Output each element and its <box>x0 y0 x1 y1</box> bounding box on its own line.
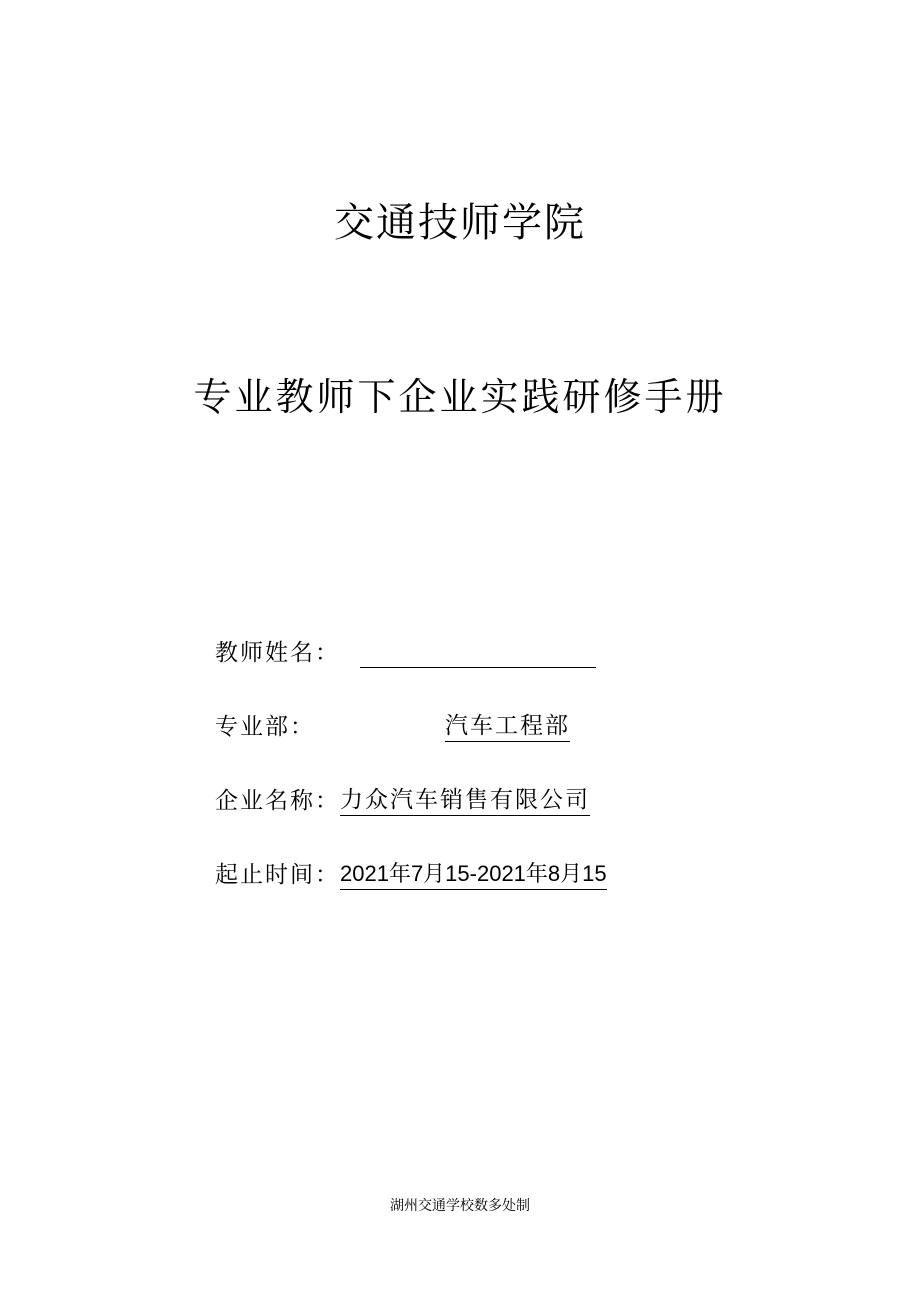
footer-text: 湖州交通学校数多处制 <box>390 1198 530 1214</box>
period-value: 2021年7月15-2021年8月15 <box>340 860 607 890</box>
school-name: 交通技师学院 <box>334 200 586 246</box>
company-label: 企业名称： <box>215 788 340 814</box>
teacher-name-value <box>360 639 596 668</box>
period-label: 起止时间： <box>215 862 340 888</box>
teacher-name-label: 教师姓名： <box>215 640 340 666</box>
department-label: 专业部： <box>215 714 315 740</box>
teacher-name-row <box>215 634 596 668</box>
document-title: 专业教师下企业实践研修手册 <box>193 375 727 419</box>
company-value: 力众汽车销售有限公司 <box>340 786 590 816</box>
company-row <box>215 782 590 816</box>
period-row <box>215 856 607 890</box>
department-value: 汽车工程部 <box>445 712 570 742</box>
department-row <box>215 708 570 742</box>
